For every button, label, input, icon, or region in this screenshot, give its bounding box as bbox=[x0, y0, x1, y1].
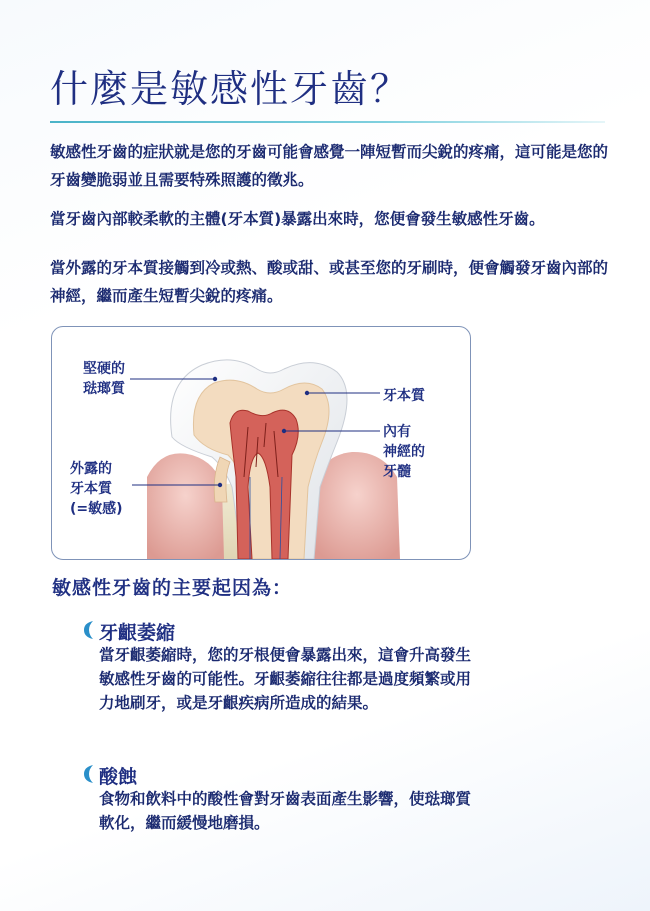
label-enamel-line2: 琺瑯質 bbox=[83, 381, 125, 397]
label-pulp bbox=[383, 422, 425, 482]
label-pulp-line1: 內有 bbox=[383, 424, 411, 440]
intro-paragraph-2: 當牙齒內部較柔軟的主體(牙本質)暴露出來時，您便會發生敏感性牙齒。 bbox=[50, 210, 545, 228]
page-title: 什麼是敏感性牙齒？ bbox=[50, 67, 411, 111]
bullet-icon bbox=[82, 764, 96, 784]
causes-heading: 敏感性牙齒的主要起因為： bbox=[52, 577, 293, 599]
cause-title-gum-recession: 牙齦萎縮 bbox=[99, 622, 176, 644]
label-enamel-line1: 堅硬的 bbox=[83, 361, 125, 377]
intro-paragraph-1: 敏感性牙齒的症狀就是您的牙齒可能會感覺一陣短暫而尖銳的疼痛，這可能是您的牙齒變脆弱並且需要特殊照護的徵兆。 bbox=[50, 143, 609, 189]
label-pulp-line2: 神經的 bbox=[383, 444, 425, 460]
tooth-diagram bbox=[51, 326, 471, 560]
bullet-icon bbox=[82, 620, 96, 640]
label-pulp-line3: 牙髓 bbox=[383, 464, 411, 480]
label-dentin bbox=[383, 386, 425, 406]
label-exposed-line3: (=敏感) bbox=[70, 501, 123, 517]
label-exposed-line2: 牙本質 bbox=[70, 481, 112, 497]
label-exposed-line1: 外露的 bbox=[70, 461, 112, 477]
label-exposed-dentin bbox=[70, 459, 123, 519]
label-dentin-text: 牙本質 bbox=[383, 388, 425, 404]
label-enamel bbox=[83, 359, 125, 399]
cause-text-gum-recession: 當牙齦萎縮時，您的牙根便會暴露出來，這會升高發生敏感性牙齒的可能性。牙齦萎縮往往都是過度頻繁或用力地刷牙，或是牙齦疾病所造成的結果。 bbox=[99, 646, 472, 712]
title-divider bbox=[50, 121, 605, 123]
intro-paragraph-3: 當外露的牙本質接觸到冷或熱、酸或甜、或甚至您的牙刷時，便會觸發牙齒內部的神經，繼而產生短暫尖銳的疼痛。 bbox=[50, 259, 609, 305]
cause-text-acid-erosion: 食物和飲料中的酸性會對牙齒表面產生影響，使琺瑯質軟化，繼而緩慢地磨損。 bbox=[99, 790, 472, 832]
cause-title-acid-erosion: 酸蝕 bbox=[99, 766, 138, 788]
